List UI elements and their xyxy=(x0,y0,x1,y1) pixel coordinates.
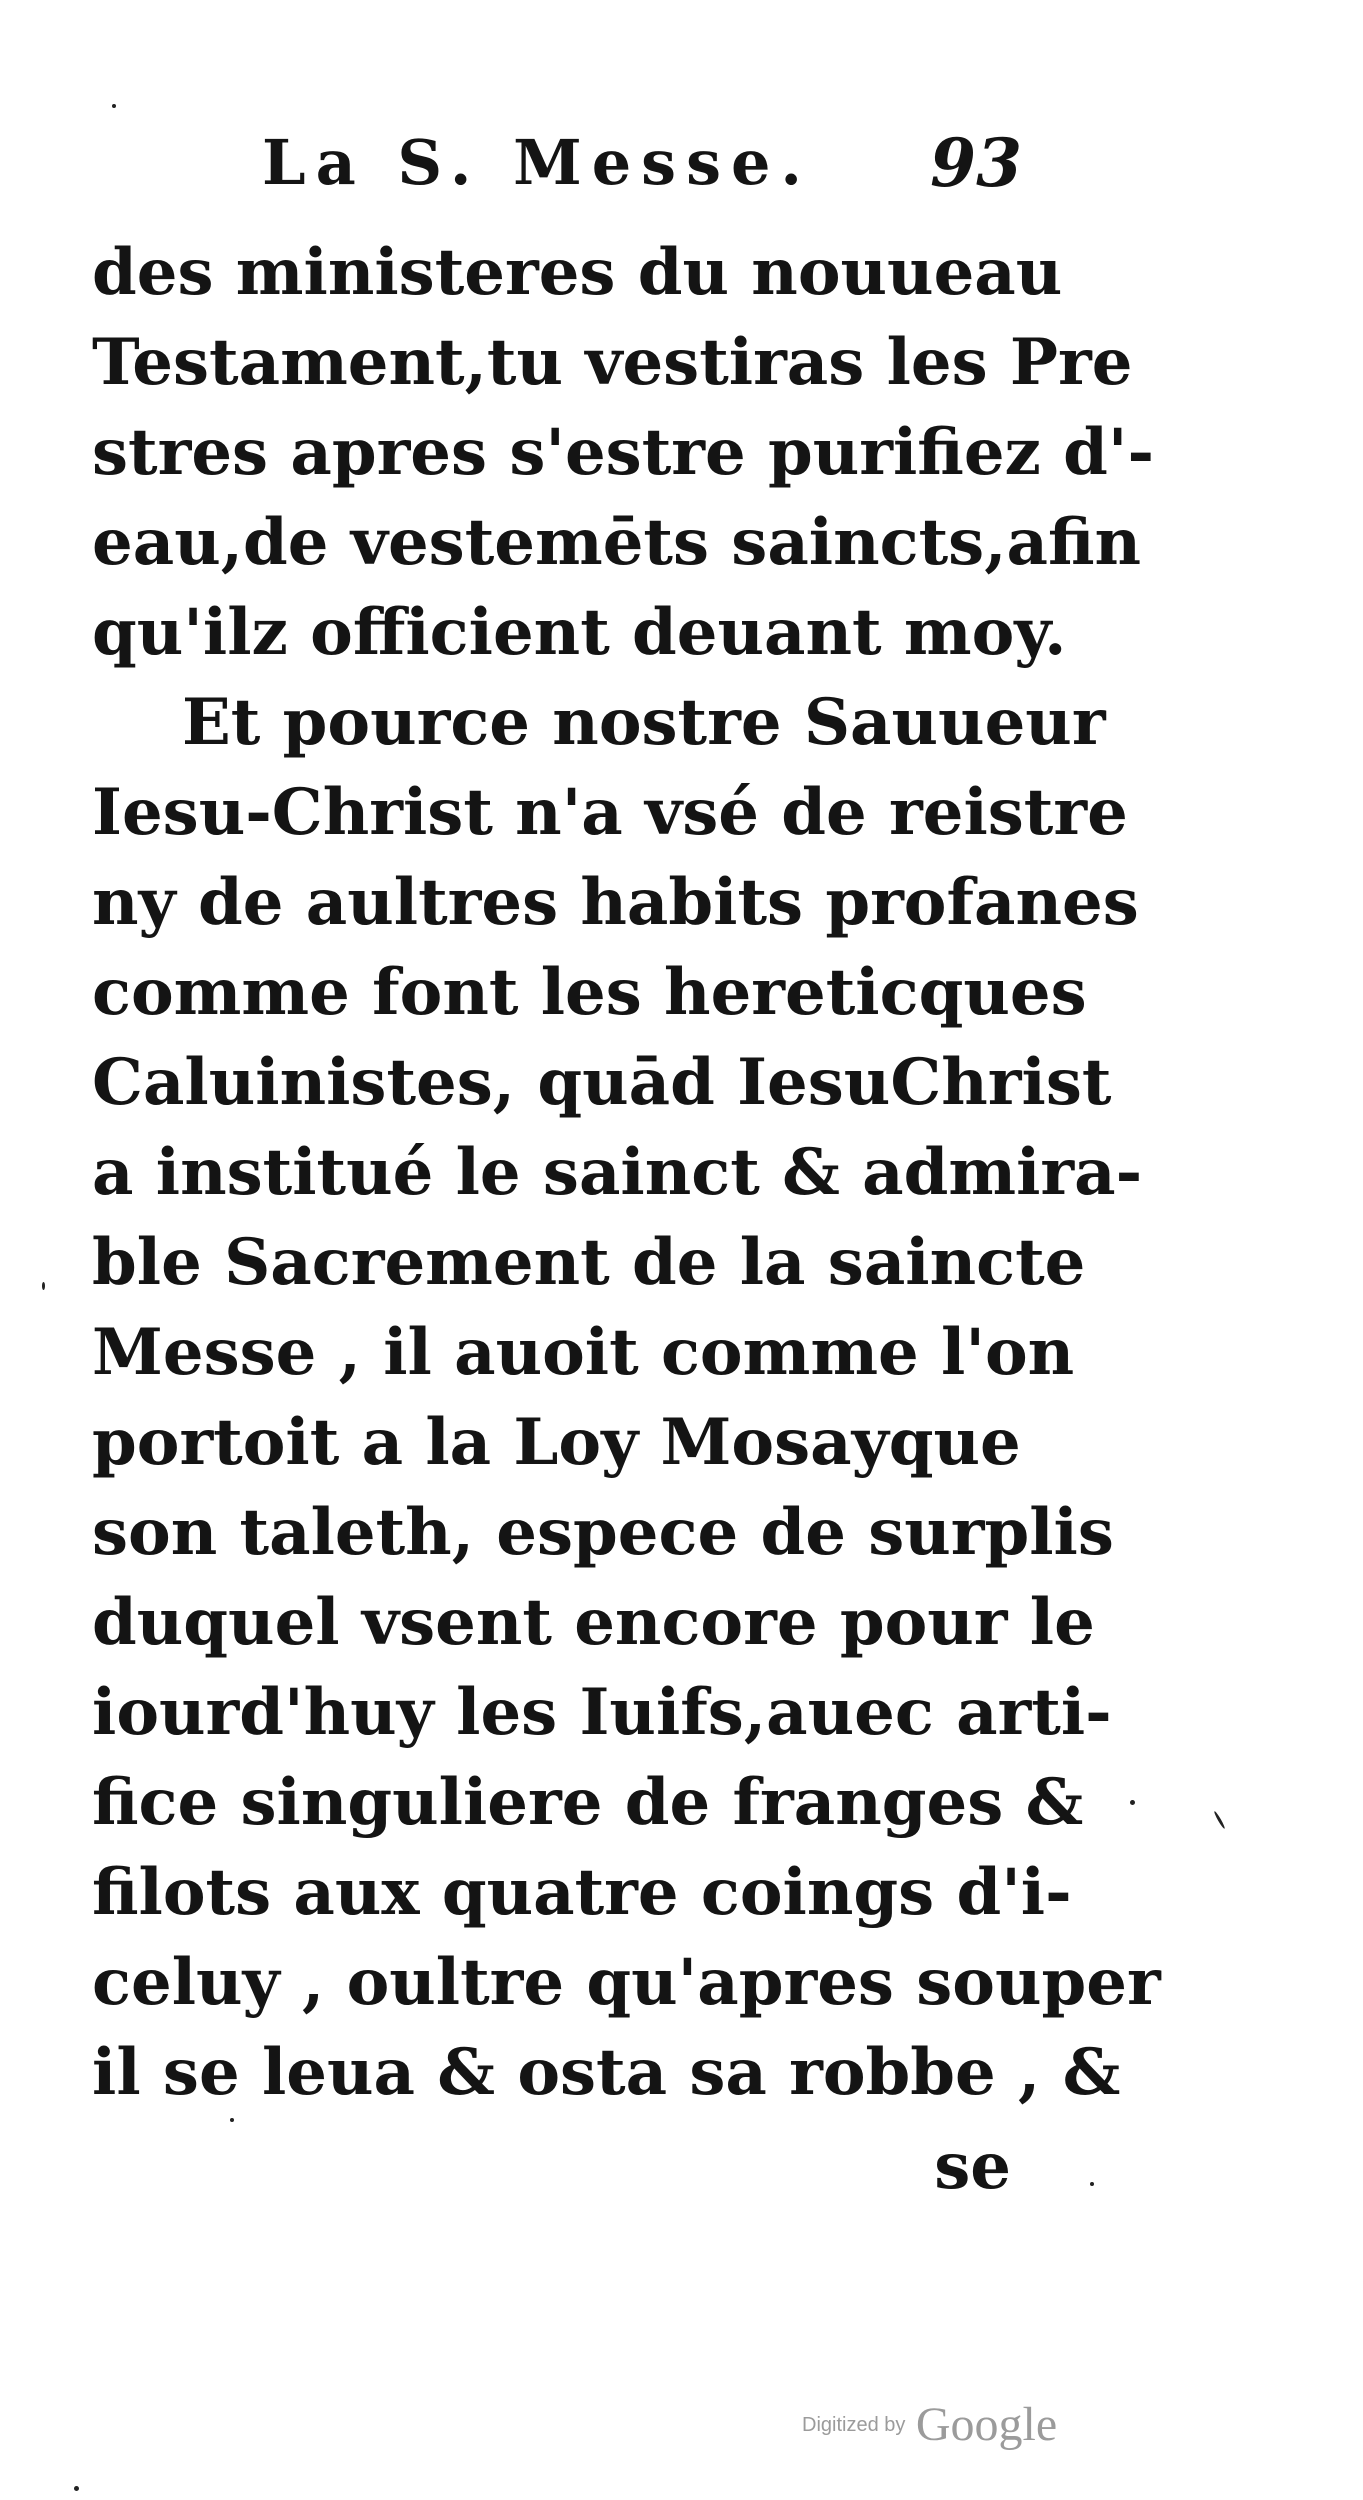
text-line: qu'ilz officient deuant moy. xyxy=(92,595,1067,670)
text-line: a institué le sainct & admira- xyxy=(92,1135,1143,1210)
text-line: eau,de vestemēts saincts,afin xyxy=(92,505,1141,580)
text-line: filots aux quatre coings d'i- xyxy=(92,1855,1072,1930)
text-line: fice singuliere de franges & xyxy=(92,1765,1084,1840)
text-line: duquel vsent encore pour le xyxy=(92,1585,1095,1660)
text-line: Testament,tu vestiras les Pre xyxy=(92,325,1133,400)
body-text xyxy=(92,228,1161,2118)
text-line: ble Sacrement de la saincte xyxy=(92,1225,1086,1300)
text-line: ny de aultres habits profanes xyxy=(92,865,1139,940)
text-line: celuy , oultre qu'apres souper xyxy=(92,1945,1161,2020)
text-line: il se leua & osta sa robbe , & xyxy=(92,2035,1121,2110)
text-line: des ministeres du nouueau xyxy=(92,235,1063,310)
scan-speck xyxy=(1090,2182,1094,2186)
text-line: Et pource nostre Sauueur xyxy=(182,685,1106,760)
text-line: Caluinistes, quād IesuChrist xyxy=(92,1045,1112,1120)
scan-speck xyxy=(42,1282,45,1290)
text-line: stres apres s'estre purifiez d'- xyxy=(92,415,1155,490)
digitized-by-label: Digitized by xyxy=(802,2414,906,2436)
catchword: se xyxy=(934,2129,1011,2204)
digitization-watermark xyxy=(802,2395,1057,2455)
running-title: La S. Messe. xyxy=(262,126,813,199)
scan-speck xyxy=(74,2486,79,2491)
google-logo: Google xyxy=(915,2398,1058,2451)
text-line: iourd'huy les Iuifs,auec arti- xyxy=(92,1675,1112,1750)
text-line: son taleth, espece de surplis xyxy=(92,1495,1114,1570)
running-head xyxy=(262,118,1022,208)
text-line: Messe , il auoit comme l'on xyxy=(92,1315,1075,1390)
text-line: portoit a la Loy Mosayque xyxy=(92,1405,1021,1480)
scan-speck xyxy=(230,2118,234,2122)
scan-speck xyxy=(1130,1800,1135,1805)
scan-speck xyxy=(1213,1811,1226,1830)
text-line: Iesu-Christ n'a vsé de reistre xyxy=(92,775,1128,850)
text-line: comme font les hereticques xyxy=(92,955,1087,1030)
page-number: 93 xyxy=(930,124,1022,202)
scan-speck xyxy=(112,104,116,108)
